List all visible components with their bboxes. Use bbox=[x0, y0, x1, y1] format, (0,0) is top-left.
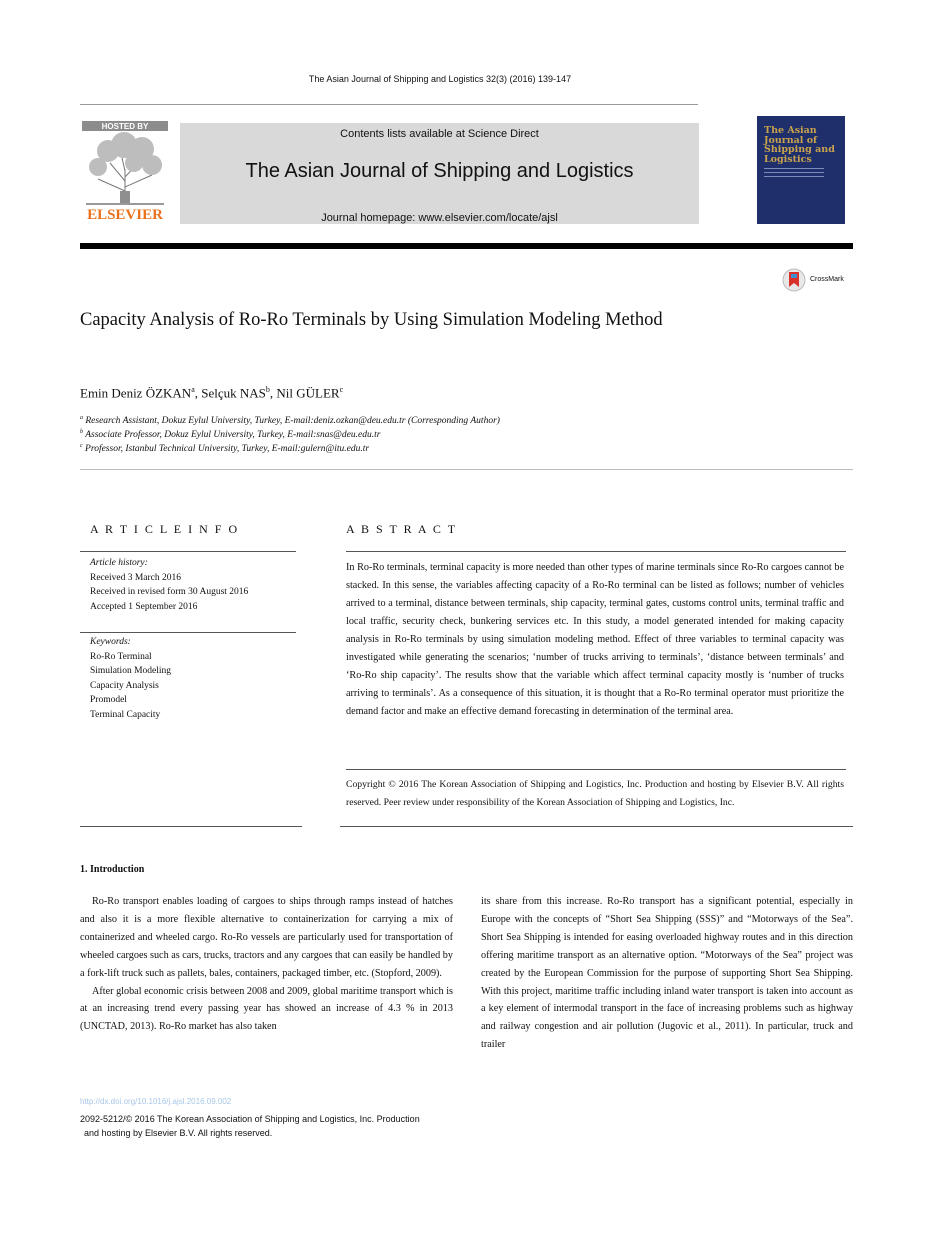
cover-title: The Asian Journal of Shipping and Logistics bbox=[764, 125, 835, 165]
article-history-label: Article history: bbox=[90, 558, 148, 568]
hosted-by-label: HOSTED BY bbox=[101, 122, 149, 131]
intro-paragraph: Ro-Ro transport enables loading of cargoes to ships through ramps instead of hatches and also it is a more flexible alternative to containerization for carrying a mix of containerized and wheeled cargo. Ro-Ro vessels are particularly used for transportation of wheeled cargoes such as cars, trucks, tractors and any cargoes that can easily be handled by a fork-lift truck such as pallets, bales, containers, packaged timber, etc. (Stopford, 2009). bbox=[80, 896, 453, 979]
elsevier-wordmark: ELSEVIER bbox=[87, 207, 163, 221]
journal-reference: The Asian Journal of Shipping and Logistics 32(3) (2016) 139-147 bbox=[308, 74, 572, 84]
intro-paragraph: its share from this increase. Ro-Ro transport has a significant potential, especially in Europe with the concepts of “Short Sea Shipping (SSS)” and “Motorways of the Sea”. Short Sea Shipping is intended for easing overloaded highway routes and in this direction offering maritime transport as an alternative option. “Motorways of the Sea” project was created by the European Commission for the purpose of supporting Short Sea Shipping. With this project, maritime traffic including inland water transport is taken into account as a key element of intermodal transport in the face of increasing problems such as highway and railway congestion and air pollution (Jugovic et al., 2011). In particular, truck and trailer bbox=[481, 896, 853, 1051]
intro-paragraph: After global economic crisis between 2008 and 2009, global maritime transport which is at an increasing trend every passing year has showed an increase of 4.3 % in 2013 (UNCTAD, 2013). Ro-Ro market has also taken bbox=[80, 985, 453, 1033]
keywords-rule bbox=[80, 632, 296, 633]
journal-title: The Asian Journal of Shipping and Logistics bbox=[245, 160, 634, 182]
article-history bbox=[90, 556, 248, 614]
journal-banner bbox=[180, 123, 699, 224]
article-info-heading: A R T I C L E I N F O bbox=[90, 522, 240, 536]
affiliation-divider bbox=[80, 469, 853, 470]
issn-copyright bbox=[80, 1112, 420, 1140]
journal-cover-thumbnail bbox=[757, 116, 845, 224]
header-divider bbox=[80, 104, 698, 105]
article-title: Capacity Analysis of Ro-Ro Terminals by Using Simulation Modeling Method bbox=[80, 310, 663, 330]
section-heading-introduction: 1. Introduction bbox=[80, 864, 145, 875]
author-list bbox=[80, 385, 343, 401]
keyword: Simulation Modeling bbox=[90, 666, 172, 677]
abstract-rule bbox=[346, 551, 846, 552]
crossmark-label[interactable]: CrossMark bbox=[810, 276, 844, 283]
history-received: Received 3 March 2016 bbox=[90, 572, 182, 583]
elsevier-logo bbox=[82, 121, 168, 221]
doi-link[interactable]: http://dx.doi.org/10.1016/j.ajsl.2016.09.002 bbox=[80, 1097, 232, 1106]
affiliation-b: $^b$ Associate Professor, Dokuz Eylul University, Turkey, E-mail:snas@deu.edu.tr bbox=[80, 429, 381, 441]
author-name: Selçuk NAS bbox=[201, 385, 266, 401]
author-affiliation-marker: c bbox=[339, 385, 344, 394]
abstract-bottom-rule bbox=[340, 826, 853, 827]
cover-decoration bbox=[764, 168, 824, 180]
keyword: Capacity Analysis bbox=[90, 680, 159, 691]
author-separator: , bbox=[194, 385, 202, 401]
contents-line: Contents lists available at Science Direct bbox=[340, 128, 539, 140]
copyright-rule bbox=[346, 769, 846, 770]
author-name: Nil GÜLER bbox=[276, 385, 340, 401]
keyword: Promodel bbox=[90, 695, 127, 706]
keywords-label: Keywords: bbox=[90, 637, 131, 647]
abstract-heading: A B S T R A C T bbox=[346, 522, 458, 536]
issn-line: and hosting by Elsevier B.V. All rights reserved. bbox=[84, 1128, 273, 1138]
affiliation-c: $^c$ Professor, Istanbul Technical University, Turkey, E-mail:gulern@itu.edu.tr bbox=[80, 443, 370, 455]
issn-line: 2092-5212/© 2016 The Korean Association of Shipping and Logistics, Inc. Production bbox=[80, 1114, 420, 1124]
author-name: Emin Deniz ÖZKAN bbox=[80, 385, 192, 401]
intro-left-column bbox=[80, 893, 453, 1036]
intro-right-column bbox=[481, 893, 853, 1054]
journal-homepage-link[interactable]: Journal homepage: www.elsevier.com/locate/ajsl bbox=[321, 212, 558, 224]
author-affiliation-marker: a bbox=[191, 385, 195, 394]
article-info-rule bbox=[80, 551, 296, 552]
keyword: Terminal Capacity bbox=[90, 709, 161, 720]
crossmark-icon[interactable] bbox=[782, 268, 806, 292]
history-revised: Received in revised form 30 August 2016 bbox=[90, 587, 249, 598]
header-thick-rule bbox=[80, 243, 853, 249]
keywords bbox=[90, 635, 171, 723]
author-affiliation-marker: b bbox=[265, 385, 270, 394]
history-accepted: Accepted 1 September 2016 bbox=[90, 601, 198, 612]
affiliation-a: $^a$ Research Assistant, Dokuz Eylul University, Turkey, E-mail:deniz.ozkan@deu.edu.tr (Corresponding Author) bbox=[80, 415, 500, 427]
article-info-bottom-rule bbox=[80, 826, 302, 827]
copyright-notice: Copyright © 2016 The Korean Association of Shipping and Logistics, Inc. Production and hosting by Elsevier B.V. All rights reserved. Peer review under responsibility of the Korean Association of Shipping and Logistics, Inc. bbox=[346, 779, 844, 808]
author-separator: , bbox=[269, 385, 277, 401]
keyword: Ro-Ro Terminal bbox=[90, 651, 152, 662]
abstract-text: In Ro-Ro terminals, terminal capacity is more needed than other types of marine terminals since Ro-Ro cargoes cannot be stacked. In this sense, the variables affecting capacity of a Ro-Ro terminal can be listed as follows; number of vehicles arrived to a terminal, distance between terminals, ship capacity, terminal gates, customs control units, terminal traffic and local traffic, security check, bunkering services etc. In this study, a model generated intended for making capacity analysis in Ro-Ro terminals by using simulation modeling method. Effect of three variables to terminal capacity was investigated while generating the scenarios; ‘number of trucks arriving to terminals’, ‘distance between terminals’ and ‘Ro-Ro ship capacity’. The results show that the variable which affect terminal capacity mostly is ‘number of trucks arriving to terminals’. As a consequence of this situation, it is thought that a Ro-Ro terminal operator must prioritize the demand factor and make an effective demand forecasting in determination of the terminal area. bbox=[346, 562, 844, 717]
